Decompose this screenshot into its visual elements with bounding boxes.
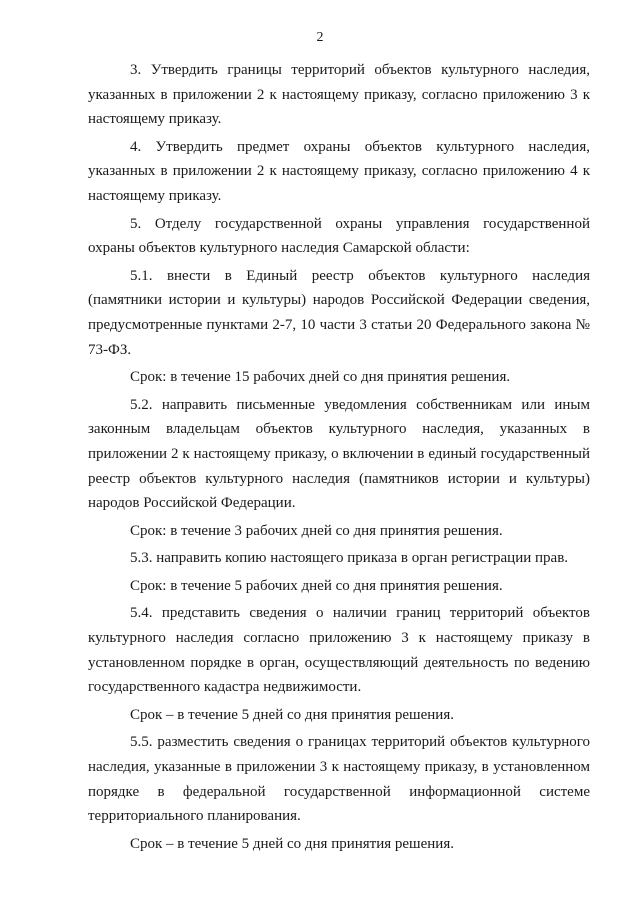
deadline-5-4: Срок – в течение 5 дней со дня принятия решения. <box>130 706 454 723</box>
paragraph-5-1-registry: 5.1. внести в Единый реестр объектов культурного наследия (памятники истории и культуры) народов Российской Федерации сведения, предусмотренные пунктами 2-7, 10 части 3 статьи 20 Федерального закона № 73-ФЗ. <box>88 267 590 358</box>
paragraph-4-protection-subject: 4. Утвердить предмет охраны объектов культурного наследия, указанных в приложении 2 к настоящему приказу, согласно приложению 4 к настоящему приказу. <box>88 138 590 204</box>
paragraph-5-2-notifications: 5.2. направить письменные уведомления собственникам или иным законным владельцам объектов культурного наследия, указанных в приложении 2 к настоящему приказу, о включении в единый государственный реестр объектов культурного наследия (памятников истории и культуры) народов Российской Федерации. <box>88 396 590 512</box>
paragraph-3-borders: 3. Утвердить границы территорий объектов культурного наследия, указанных в приложении 2 к настоящему приказу, согласно приложению 3 к настоящему приказу. <box>88 62 590 128</box>
paragraph-5-4-cadastre: 5.4. представить сведения о наличии границ территорий объектов культурного наследия согласно приложению 3 к настоящему приказу в установленном порядке в орган, осуществляющий деятельность по ведению государственного кадастра недвижимости. <box>88 605 590 696</box>
paragraph-5-department: 5. Отделу государственной охраны управления государственной охраны объектов культурного наследия Самарской области: <box>88 215 590 257</box>
deadline-5-3: Срок: в течение 5 рабочих дней со дня принятия решения. <box>130 577 503 594</box>
deadline-5-1: Срок: в течение 15 рабочих дней со дня принятия решения. <box>130 369 511 386</box>
page-number: 2 <box>316 30 324 45</box>
paragraph-5-5-planning-system: 5.5. разместить сведения о границах территорий объектов культурного наследия, указанные в приложении 3 к настоящему приказу, в установленном порядке в федеральной государственной информационной системе территориального планирования. <box>88 734 590 825</box>
paragraph-5-3-copy: 5.3. направить копию настоящего приказа в орган регистрации прав. <box>130 550 569 567</box>
deadline-5-5: Срок – в течение 5 дней со дня принятия решения. <box>130 835 454 852</box>
deadline-5-2: Срок: в течение 3 рабочих дней со дня принятия решения. <box>130 522 503 539</box>
